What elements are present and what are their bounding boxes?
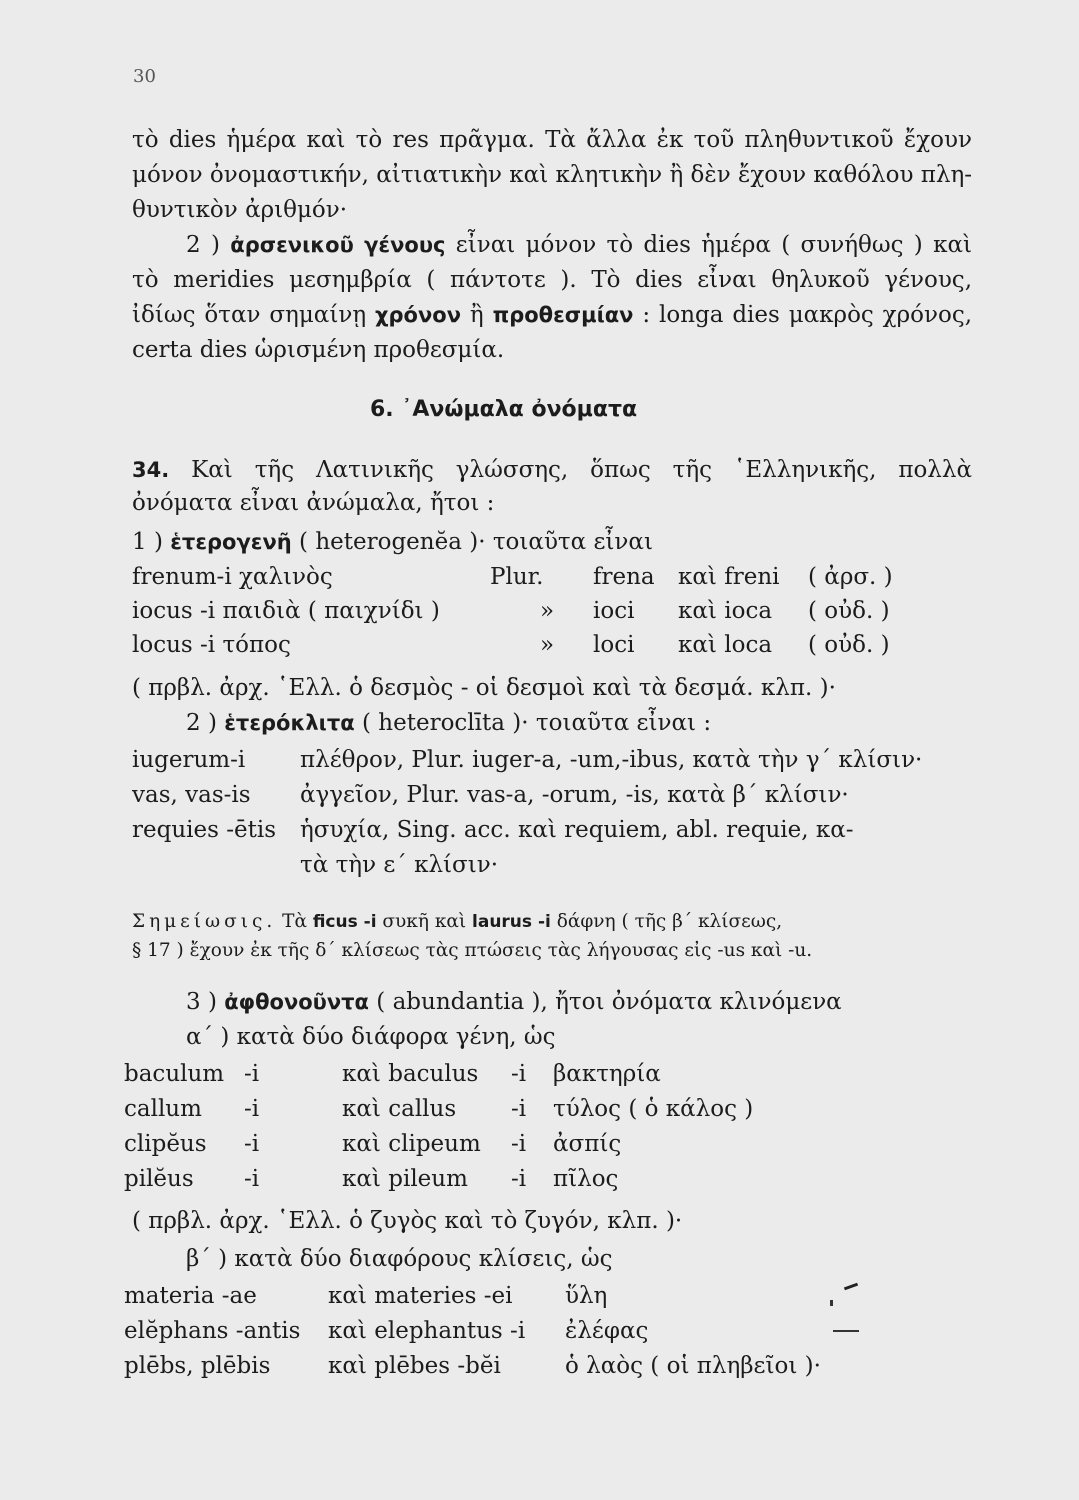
intro-line-7: certa dies ὡρισμένη προθεσμία. bbox=[132, 337, 505, 363]
section-heading: 6. ᾿Ανώμαλα ὀνόματα bbox=[370, 397, 638, 422]
sub1-heading: 1 ) ἑτερογενῆ ( heterogenĕa )· τοιαῦτα εἶναι bbox=[132, 529, 653, 555]
remark-line-2: § 17 ) ἔχουν ἐκ τῆς δ΄ κλίσεως τὰς πτώσεις τὰς λήγουσας εἰς -us καὶ -u. bbox=[132, 940, 813, 961]
intro-line-2: μόνον ὀνομαστικήν, αἰτιατικὴν καὶ κλητικὴν ἢ δὲν ἔχουν καθόλου πλη- bbox=[132, 162, 972, 188]
sub3b-heading: β΄ ) κατὰ δύο διαφόρους κλίσεις, ὡς bbox=[186, 1246, 613, 1272]
sub2-continuation: τὰ τὴν ε΄ κλίσιν· bbox=[300, 852, 499, 878]
intro-line-1: τὸ dies ἡμέρα καὶ τὸ res πρᾶγμα. Τὰ ἄλλα ἐκ τοῦ πληθυντικοῦ ἔχουν bbox=[132, 127, 972, 153]
intro-line-4: 2 ) ἀρσενικοῦ γένους εἶναι μόνον τὸ dies ἡμέρα ( συνήθως ) καὶ bbox=[186, 232, 973, 258]
sub3a-heading: α΄ ) κατὰ δύο διάφορα γένη, ὡς bbox=[186, 1024, 556, 1050]
section-number: 34. bbox=[132, 458, 170, 482]
sub3-heading: 3 ) ἀφθονοῦντα ( abundantia ), ἤτοι ὀνόματα κλινόμενα bbox=[186, 989, 842, 1015]
bold-term: ἀρσενικοῦ γένους bbox=[230, 233, 446, 257]
s34-line-1: 34. Καὶ τῆς Λατινικῆς γλώσσης, ὅπως τῆς ῾Ελληνικῆς, πολλὰ bbox=[132, 457, 972, 483]
margin-mark bbox=[833, 1330, 859, 1332]
margin-mark bbox=[830, 1300, 863, 1306]
bold-term: χρόνον bbox=[374, 303, 462, 327]
intro-line-3: θυντικὸν ἀριθμόν· bbox=[132, 197, 348, 223]
remark-label: Σημείωσις. bbox=[132, 911, 277, 932]
bold-term: ἑτερόκλιτα bbox=[224, 711, 355, 735]
sub2-heading: 2 ) ἑτερόκλιτα ( heteroclīta )· τοιαῦτα εἶναι : bbox=[186, 710, 712, 736]
bold-term: προθεσμίαν bbox=[492, 303, 634, 327]
intro-line-6: ἰδίως ὅταν σημαίνῃ χρόνον ἢ προθεσμίαν : longa dies μακρὸς χρόνος, bbox=[132, 302, 973, 328]
page-number: 30 bbox=[133, 66, 156, 87]
s34-line-2: ὀνόματα εἶναι ἀνώμαλα, ἤτοι : bbox=[132, 490, 495, 516]
intro-line-5: τὸ meridies μεσημβρία ( πάντοτε ). Τὸ dies εἶναι θηλυκοῦ γένους, bbox=[132, 267, 972, 293]
sub1-note: ( πρβλ. ἀρχ. ῾Ελλ. ὁ δεσμὸς - οἱ δεσμοὶ καὶ τὰ δεσμά. κλπ. )· bbox=[132, 675, 836, 701]
sub3a-note: ( πρβλ. ἀρχ. ῾Ελλ. ὁ ζυγὸς καὶ τὸ ζυγόν, κλπ. )· bbox=[132, 1208, 683, 1234]
bold-term: ἑτερογενῆ bbox=[170, 530, 292, 554]
book-page: 30 τὸ dies ἡμέρα καὶ τὸ res πρᾶγμα. Τὰ ἄλλα ἐκ τοῦ πληθυντικοῦ ἔχουν μόνον ὀνομαστικήν, αἰτιατικὴν καὶ κλητικὴν ἢ δὲν ἔχουν καθόλου πλη- θυντικὸν ἀριθμόν· 2 ) ἀρσενικοῦ γένους εἶναι μόνον τὸ dies ἡμέρα ( συνήθως ) καὶ τὸ meridies μεσημβρία ( πάντοτε ). Τὸ dies εἶναι θηλυκοῦ γένους, ἰδίως ὅταν σημαίνῃ χρόνον ἢ προθεσμίαν : longa dies μακρὸς χρόνος, certa dies ὡρισμένη προθεσμία. 6. ᾿Ανώμαλα ὀνόματα 34. Καὶ τῆς Λατινικῆς γλώσσης, ὅπως τῆς ῾Ελληνικῆς, πολλὰ ὀνόματα εἶναι ἀνώμαλα, ἤτοι : 1 ) ἑτερογενῆ ( heterogenĕa )· τοιαῦτα εἶναι frenum-i χαλινὸς Plur. frena καὶ freni ( ἀρσ. ) iocus -i παιδιὰ ( παιχνίδι ) » ioci καὶ ioca ( οὐδ. ) locus -i τόπος » loci καὶ loca ( οὐδ. ) ( πρβλ. ἀρχ. ῾Ελλ. ὁ δεσμὸς - οἱ δεσμοὶ καὶ τὰ δεσμά. κλπ. )· 2 ) ἑτερόκλιτα ( heteroclīta )· τοιαῦτα εἶναι : iugerum-i πλέθρον, Plur. iuger-a, -um,-ibus, κατὰ τὴν γ΄ κλίσιν· vas, vas-is ἀγγεῖον, Plur. vas-a, -orum, -is, κατὰ β΄ κλίσιν· requies -ētis ἡσυχία, Sing. acc. καὶ requiem, abl. requie, κα- τὰ τὴν ε΄ κλίσιν· Σημείωσις. Τὰ ficus -i συκῆ καὶ laurus -i δάφνη ( τῆς β΄ κλίσεως, § 17 ) ἔχουν ἐκ τῆς δ΄ κλίσεως τὰς πτώσεις τὰς λήγουσας εἰς -us καὶ -u. 3 ) ἀφθονοῦντα ( abundantia ), ἤτοι ὀνόματα κλινόμενα α΄ ) κατὰ δύο διάφορα γένη, ὡς baculum -i καὶ baculus -i βακτηρία callum -i καὶ callus -i τύλος ( ὁ κάλος ) clipĕus -i καὶ clipeum -i ἀσπίς pilĕus -i καὶ pileum -i πῖλος ( πρβλ. ἀρχ. ῾Ελλ. ὁ ζυγὸς καὶ τὸ ζυγόν, κλπ. )· β΄ ) κατὰ δύο διαφόρους κλίσεις, ὡς materia -ae καὶ materies -ei ὕλη elĕphans -antis καὶ elephantus -i ἐλέφας plēbs, plēbis καὶ plēbes -bĕi ὁ λαὸς ( οἱ πληβεῖοι )· bbox=[0, 0, 1079, 1500]
margin-mark bbox=[844, 1283, 858, 1291]
remark-line-1: Σημείωσις. Τὰ ficus -i συκῆ καὶ laurus -i δάφνη ( τῆς β΄ κλίσεως, bbox=[132, 911, 783, 932]
bold-term: ἀφθονοῦντα bbox=[224, 990, 369, 1014]
